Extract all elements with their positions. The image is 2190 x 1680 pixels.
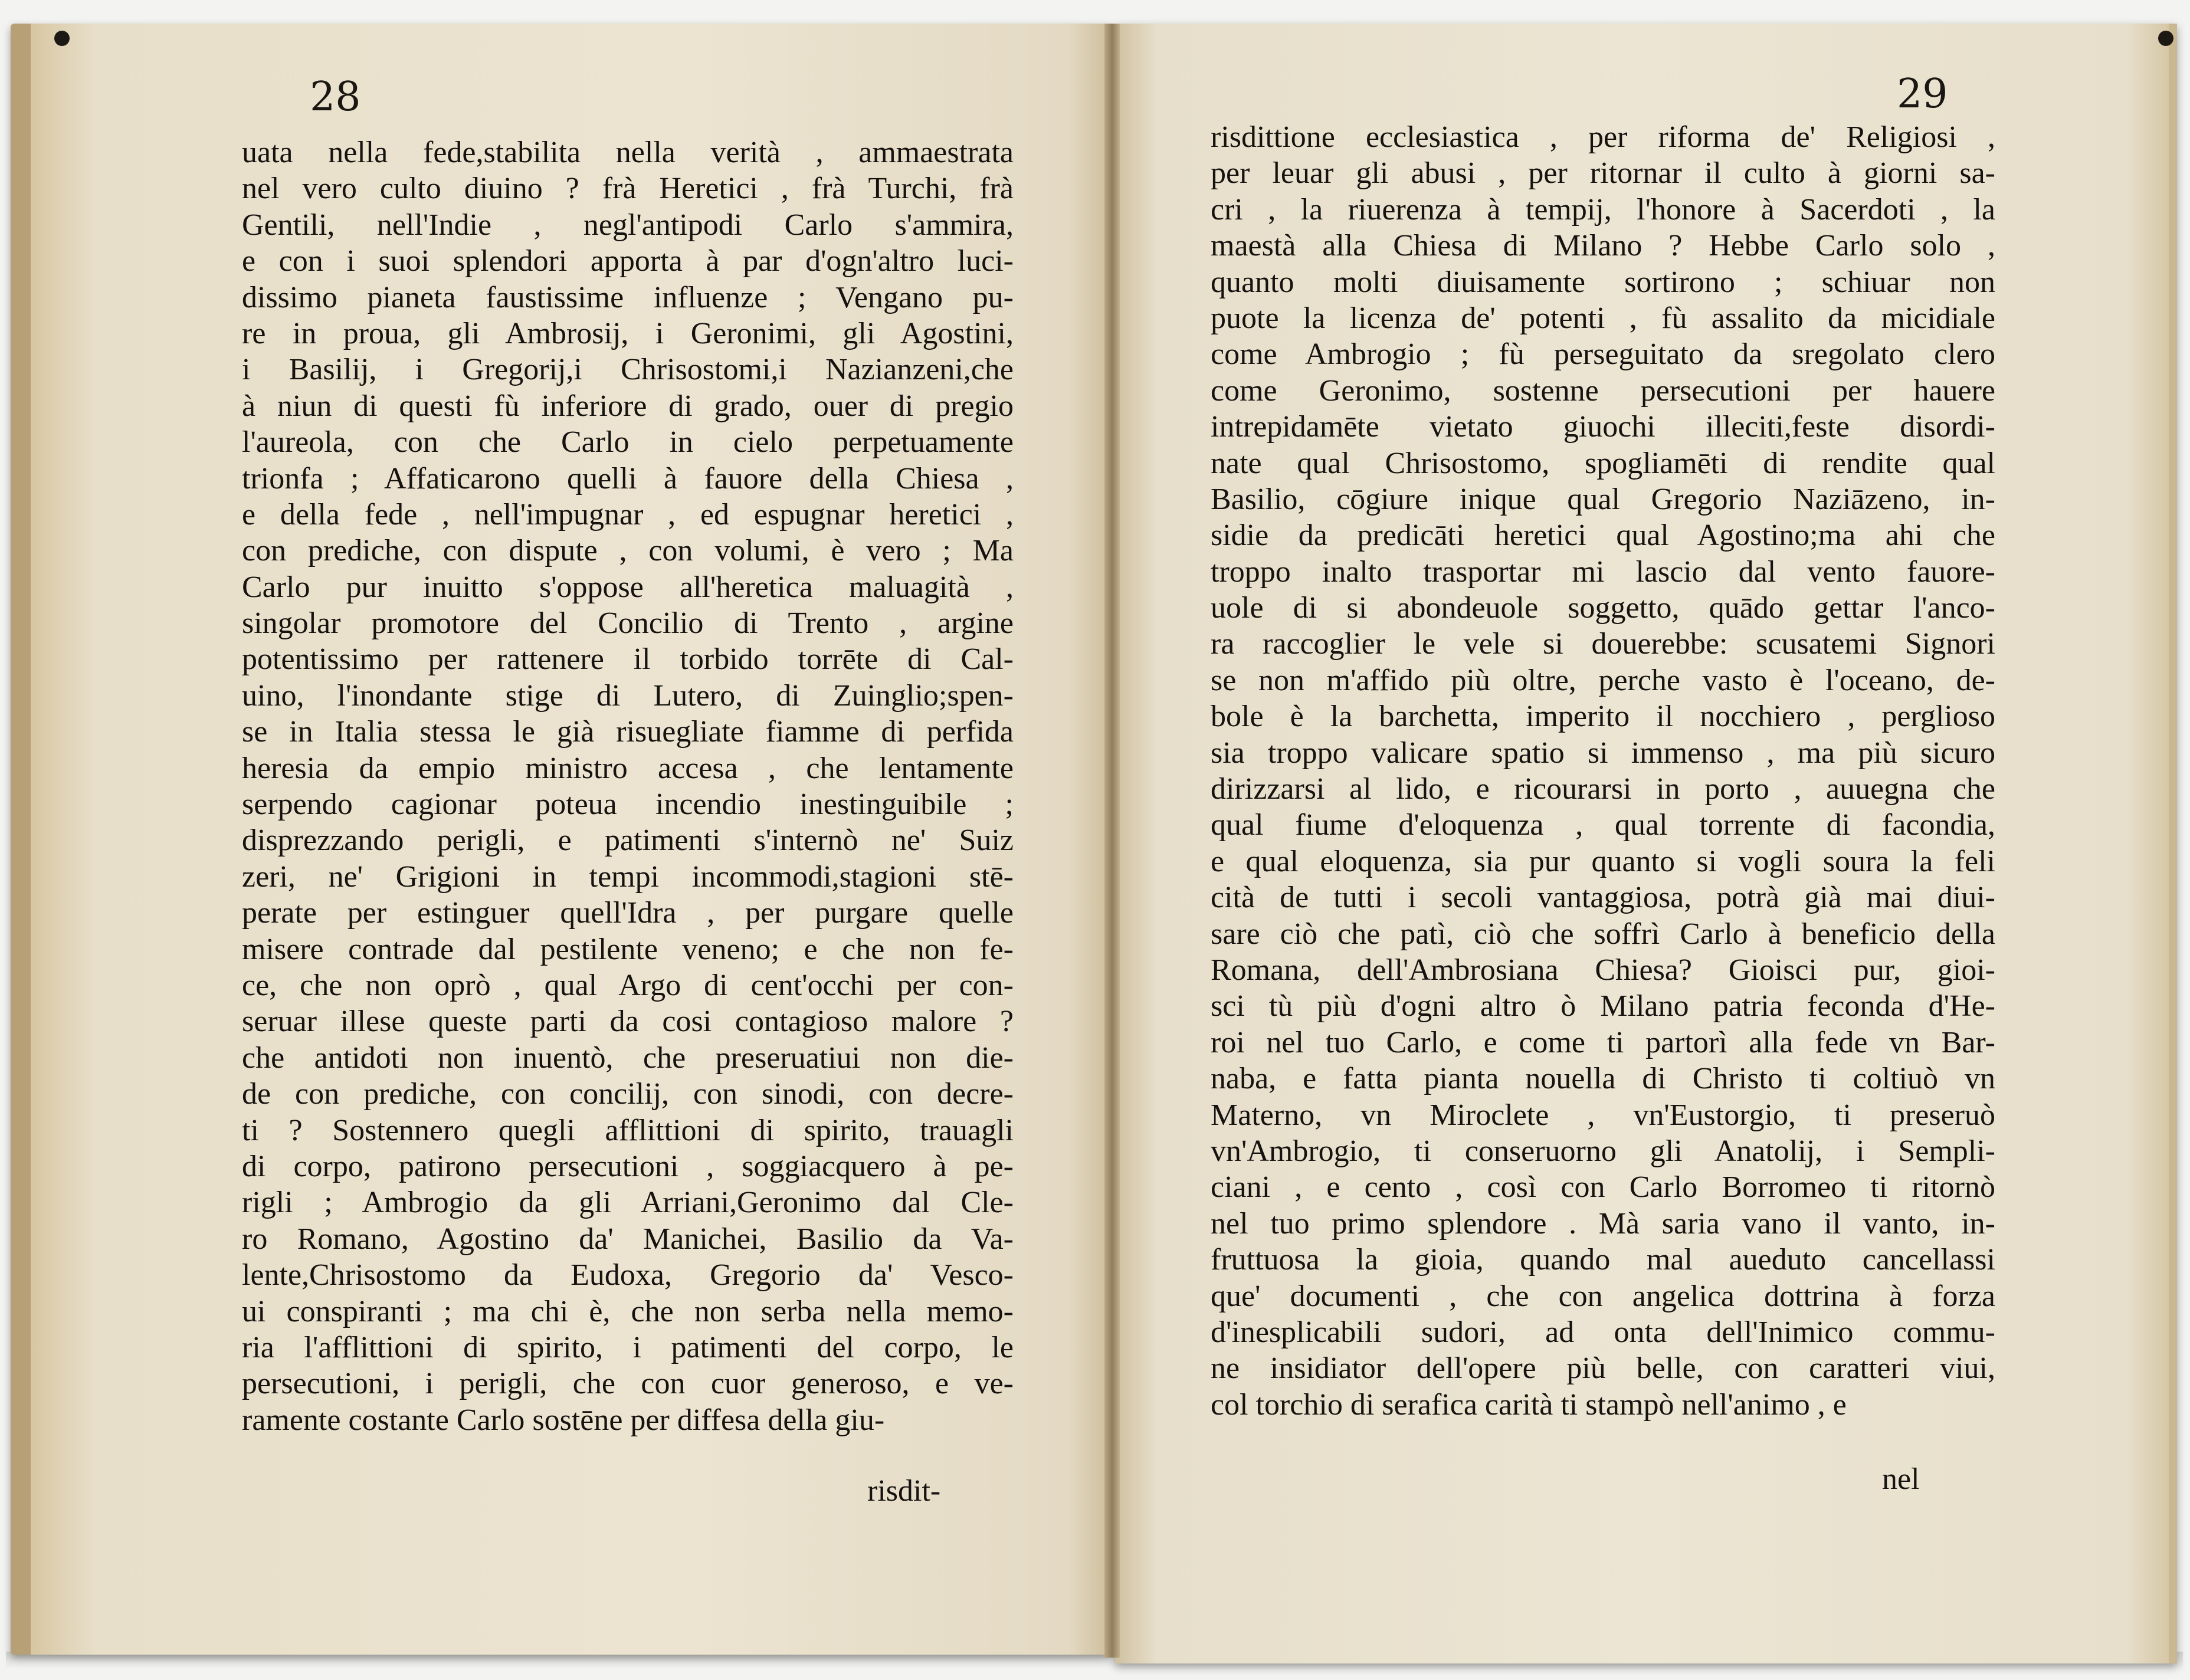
right-page-text xyxy=(1211,119,1995,1423)
binding-hole-left xyxy=(54,31,70,46)
text-line: de con prediche, con concilij, con sinodi, con decre- xyxy=(242,1077,1014,1111)
text-line: nel tuo primo splendore . Mà saria vano il vanto, in- xyxy=(1211,1206,1995,1241)
text-line: Gentili, nell'Indie , negl'antipodi Carlo s'ammira, xyxy=(242,208,1014,242)
text-line: ce, che non oprò , qual Argo di cent'occhi per con- xyxy=(242,968,1014,1002)
text-line: Basilio, cōgiure inique qual Gregorio Naziāzeno, in- xyxy=(1211,482,1995,516)
text-line: Romana, dell'Ambrosiana Chiesa? Gioisci pur, gioi- xyxy=(1211,953,1995,987)
text-line: vn'Ambrogio, ti conseruorno gli Anatolij, i Sempli- xyxy=(1211,1134,1995,1168)
text-line: dissimo pianeta faustissime influenze ; Vengano pu- xyxy=(242,280,1014,314)
text-line: dirizzarsi al lido, e ricourarsi in porto , auuegna che xyxy=(1211,772,1995,806)
text-line: seruar illese queste parti da cosi contagioso malore ? xyxy=(242,1005,1014,1039)
book-gutter xyxy=(1104,24,1120,1658)
text-line: re in proua, gli Ambrosij, i Geronimi, gli Agostini, xyxy=(242,316,1014,350)
text-line: come Geronimo, sostenne persecutioni per hauere xyxy=(1211,373,1995,408)
text-line: ro Romano, Agostino da' Manichei, Basilio da Va- xyxy=(242,1222,1014,1256)
text-line: con prediche, con dispute , con volumi, è vero ; Ma xyxy=(242,534,1014,568)
text-line: i Basilij, i Gregorij,i Chrisostomi,i Nazianzeni,che xyxy=(242,353,1014,387)
text-line: risdittione ecclesiastica , per riforma de' Religiosi , xyxy=(1211,120,1995,154)
text-line: nate qual Chrisostomo, spogliamēti di rendite qual xyxy=(1211,446,1995,480)
text-line: ne insidiator dell'opere più belle, con caratteri viui, xyxy=(1211,1351,1995,1386)
text-line: se in Italia stessa le già risuegliate fiamme di perfida xyxy=(242,715,1014,749)
text-line: naba, e fatta pianta nouella di Christo ti coltiuò vn xyxy=(1211,1062,1995,1096)
text-line: misere contrade dal pestilente veneno; e che non fe- xyxy=(242,932,1014,966)
text-line: ti ? Sostennero quegli afflittioni di spirito, trauagli xyxy=(242,1113,1014,1147)
text-line: Carlo pur inuitto s'oppose all'heretica maluagità , xyxy=(242,570,1014,604)
text-line: cri , la riuerenza à tempij, l'honore à Sacerdoti , la xyxy=(1211,192,1995,227)
text-line: per leuar gli abusi , per ritornar il culto à giorni sa- xyxy=(1211,156,1995,191)
text-line: cità de tutti i secoli vantaggiosa, potrà già mai diui- xyxy=(1211,881,1995,915)
text-line: à niun di questi fù inferiore di grado, ouer di pregio xyxy=(242,389,1014,423)
page-number-left: 28 xyxy=(310,74,361,120)
text-line: singolar promotore del Concilio di Trento , argine xyxy=(242,606,1014,641)
text-line: troppo inalto trasportar mi lascio dal vento fauore- xyxy=(1211,554,1995,589)
text-line: que' documenti , che con angelica dottrina à forza xyxy=(1211,1279,1995,1313)
text-line: uino, l'inondante stige di Lutero, di Zuinglio;spen- xyxy=(242,678,1014,713)
text-line: di corpo, patirono persecutioni , soggiacquero à pe- xyxy=(242,1149,1014,1183)
text-line: fruttuosa la gioia, quando mal aueduto cancellassi xyxy=(1211,1243,1995,1277)
text-line: trionfa ; Affaticarono quelli à fauore della Chiesa , xyxy=(242,461,1014,496)
page-number-right: 29 xyxy=(1897,71,1948,117)
text-line: ria l'afflittioni di spirito, i patimenti del corpo, le xyxy=(242,1330,1014,1364)
text-line: sare ciò che patì, ciò che soffrì Carlo à beneficio della xyxy=(1211,917,1995,951)
text-line: col torchio di serafica carità ti stampò nell'animo , e xyxy=(1211,1387,1847,1422)
text-line: e con i suoi splendori apporta à par d'ogn'altro luci- xyxy=(242,244,1014,278)
text-line: sia troppo valicare spatio si immenso , ma più sicuro xyxy=(1211,736,1995,770)
text-line: d'inesplicabili sudori, ad onta dell'Inimico commu- xyxy=(1211,1315,1995,1349)
text-line: uata nella fede,stabilita nella verità , ammaestrata xyxy=(242,136,1014,169)
left-page-text xyxy=(242,134,1014,1438)
text-line: heresia da empio ministro accesa , che lentamente xyxy=(242,751,1014,785)
text-line: come Ambrogio ; fù perseguitato da sregolato clero xyxy=(1211,337,1995,372)
text-line: disprezzando perigli, e patimenti s'internò ne' Suiz xyxy=(242,823,1014,858)
text-line: Materno, vn Miroclete , vn'Eustorgio, ti preseruò xyxy=(1211,1098,1995,1132)
text-line: roi nel tuo Carlo, e come ti partorì alla fede vn Bar- xyxy=(1211,1025,1995,1059)
catchword-right: nel xyxy=(1882,1462,1920,1496)
text-line: serpendo cagionar poteua incendio inestinguibile ; xyxy=(242,788,1014,822)
text-line: che antidoti non inuentò, che preseruatiui non die- xyxy=(242,1041,1014,1075)
text-line: qual fiume d'eloquenza , qual torrente di facondia, xyxy=(1211,808,1995,842)
text-line: e qual eloquenza, sia pur quanto si vogli soura la feli xyxy=(1211,844,1995,878)
text-line: maestà alla Chiesa di Milano ? Hebbe Carlo solo , xyxy=(1211,229,1995,263)
text-line: se non m'affido più oltre, perche vasto è l'oceano, de- xyxy=(1211,663,1995,697)
text-line: zeri, ne' Grigioni in tempi incommodi,stagioni stē- xyxy=(242,859,1014,894)
text-line: persecutioni, i perigli, che con cuor generoso, e ve- xyxy=(242,1367,1014,1401)
text-line: lente,Chrisostomo da Eudoxa, Gregorio da' Vesco- xyxy=(242,1258,1014,1292)
text-line: ui conspiranti ; ma chi è, che non serba nella memo- xyxy=(242,1294,1014,1328)
text-line: nel vero culto diuino ? frà Heretici , frà Turchi, frà xyxy=(242,172,1014,206)
text-line: ra raccoglier le vele si douerebbe: scusatemi Signori xyxy=(1211,627,1995,661)
text-line: sci tù più d'ogni altro ò Milano patria feconda d'He- xyxy=(1211,989,1995,1023)
text-line: ciani , e cento , così con Carlo Borromeo ti ritornò xyxy=(1211,1170,1995,1205)
text-line: uole di si abondeuole soggetto, quādo gettar l'anco- xyxy=(1211,591,1995,625)
text-line: e della fede , nell'impugnar , ed espugnar heretici , xyxy=(242,497,1014,531)
text-line: ramente costante Carlo sostēne per diffesa della giu- xyxy=(242,1403,885,1437)
text-line: potentissimo per rattenere il torbido torrēte di Cal- xyxy=(242,642,1014,677)
text-line: rigli ; Ambrogio da gli Arriani,Geronimo dal Cle- xyxy=(242,1186,1014,1220)
text-line: sidie da predicāti heretici qual Agostino;ma ahi che xyxy=(1211,519,1995,553)
text-line: puote la licenza de' potenti , fù assalito da micidiale xyxy=(1211,301,1995,335)
text-line: perate per estinguer quell'Idra , per purgare quelle xyxy=(242,896,1014,930)
catchword-left: risdit- xyxy=(867,1474,941,1508)
binding-hole-right xyxy=(2158,31,2173,46)
text-line: intrepidamēte vietato giuochi illeciti,feste disordi- xyxy=(1211,410,1995,444)
text-line: bole è la barchetta, imperito il nocchiero , perglioso xyxy=(1211,700,1995,734)
text-line: quanto molti diuisamente sortirono ; schiuar non xyxy=(1211,265,1995,299)
text-line: l'aureola, con che Carlo in cielo perpetuamente xyxy=(242,425,1014,460)
